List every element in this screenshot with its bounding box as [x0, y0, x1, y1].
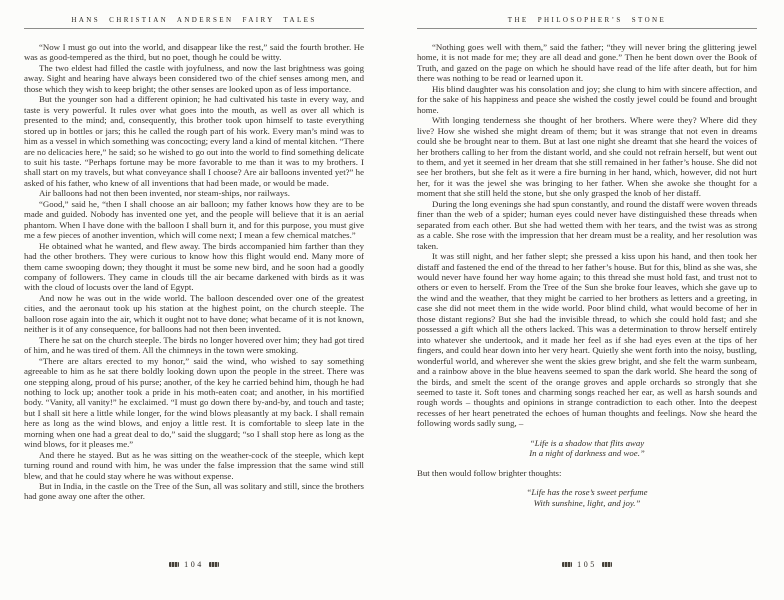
page-body-left — [24, 42, 364, 502]
paragraph: It was still night, and her father slept; she pressed a kiss upon his hand, and then took her distaff and fastened the end of the thread to her father’s house. But for this, blind as she was, she would never have found her way home again; to this thread she must hold fast, and trust not to others or even to herself. From the Tree of the Sun she broke four leaves, which she gave up to the wind and the weather, that they might be carried to her brothers as letters and a greeting, in case she did not meet them in the wide world. Poor blind child, what would become of her in those distant regions? But she had the invisible thread, to which she could hold fast; and she possessed a gift which all the others lacked. This was a determination to throw herself entirely into whatever she undertook, and it made her feel as if she had eyes even at the tips of her fingers, and could hear down into her very heart. Quietly she went forth into the noisy, bustling, wonderful world, and wherever she went the skies grew bright, and she felt the warm sunbeam, and a rainbow above in the blue heavens seemed to span the dark world. She heard the song of the birds, and smelt the scent of the orange groves and apple orchards so strongly that she seemed to taste it. Soft tones and charming songs reached her ear, as well as harsh sounds and rough words – thoughts and opinions in strange contradiction to each other. Into the deepest recesses of her heart penetrated the echoes of human thoughts and feelings. Now she heard the following words sadly sung, – — [417, 251, 757, 429]
verse-line: “Life has the rose’s sweet perfume — [526, 487, 648, 498]
paragraph: And now he was out in the wide world. The balloon descended over one of the greatest cities, and the aeronaut took up his station at the highest point, on the church steeple. The balloon rose again into the air, which it ought not to have done; what became of it is not known, neither is it of any consequence, for balloons had not then been invented. — [24, 292, 364, 335]
paragraph: “Good,” said he, “then I shall choose an air balloon; my father knows how they are to be made and guided. Nobody has invented one yet, and the people will believe that it is an aerial phantom. When I have done with the balloon I shall burn it, and for this purpose, you must give me a few pieces of another invention, which will come next; I mean a few chemical matches.” — [24, 198, 364, 241]
page-number: 104 — [184, 560, 204, 569]
paragraph-interlude: But then would follow brighter thoughts: — [417, 467, 562, 478]
verse-line: “Life is a shadow that flits away — [529, 437, 645, 448]
paragraph: “Nothing goes well with them,” said the father; “they will never bring the glittering jewel home, it is not made for me; they are all dead and gone.” Then he bent down over the Book of Truth, and gazed on the page on which he should have read of the life after death, but for him there was nothing to be read or learned upon it. — [417, 42, 757, 84]
paragraph: During the long evenings she had spun constantly, and round the distaff were woven threads finer than the web of a spider; human eyes could never have distinguished these threads when separated from each other. But she had wetted them with her tears, and the twist was as strong as a cable. She rose with the impression that her dream must be a reality, and her resolution was taken. — [417, 198, 757, 251]
paragraph: He obtained what he wanted, and flew away. The birds accompanied him farther than they had the other brothers. They were curious to know how this flight would end. Many more of them came swooping down; they thought it must be some new bird, and he soon had a goodly company of followers. They came in clouds till the air became darkened with birds as it was with the cloud of locusts over the land of Egypt. — [24, 240, 364, 293]
paragraph: And there he stayed. But as he was sitting on the weather-cock of the steeple, which kept turning round and round with him, he was under the false impression that the same wind still blew, and that he could stay where he was without expense. — [24, 449, 364, 481]
paragraph: With longing tenderness she thought of her brothers. Where were they? Where did they live? How she wished she might dream of them; but it was strange that not even in dreams could she be brought near to them. But at last one night she dreamt that she heard the voices of her brothers calling to her from the distant world, and she could not refrain herself, but went out to them, and yet it seemed in her dream that she still remained in her father’s house. She did not see her brothers, but she felt as it were a fire burning in her hand, which, however, did not hurt her, for it was the jewel she was bringing to her father. When she awoke she thought for a moment that she still held the stone, but she only grasped the knob of her distaff. — [417, 115, 757, 199]
fleuron-icon — [562, 562, 572, 567]
paragraph: But the younger son had a different opinion; he had cultivated his taste in every way, and taste is very powerful. It rules over what goes into the mouth, as well as over all which is presented to the mind; and, consequently, this brother took upon himself to taste everything stored up in bottles or jars; this he called the rough part of his work. Every man’s mind was to him as a vessel in which something was concocting; every land a kind of mental kitchen. “There are no delicacies here,” he said; so he wished to go out into the world to find something delicate to suit his taste. “Perhaps fortune may be more favorable to me than it was to my brothers. I shall start on my travels, but what conveyance shall I choose? Are air balloons invented yet?” he asked of his father, who knew of all inventions that had been made, or would be made. — [24, 94, 364, 188]
paragraph: “There are altars erected to my honor,” said the wind, who wished to say something agreeable to him as he sat there boldly looking down upon the people in the street. There was one stepping along, proud of his purse; another, of the key he carried behind him, though he had nothing to lock up; another took a pride in his moth-eaten coat; and another, in his mortified body. “Vanity, all vanity!” he exclaimed. “I must go down there by-and-by, and touch and taste; but I shall sit here a little while longer, for the wind blows pleasantly at my back. I shall remain here as long as the wind blows, and enjoy a little rest. It is comfortable to sleep late in the morning when one had a great deal to do,” said the sluggard; “so I shall stop here as long as the wind blows, for it pleases me.” — [24, 355, 364, 450]
folio-right — [417, 560, 757, 569]
paragraph: Air balloons had not then been invented, nor steam-ships, nor railways. — [39, 188, 290, 199]
folio-left — [24, 560, 364, 569]
paragraph: His blind daughter was his consolation and joy; she clung to him with sincere affection, and for the sake of his happiness and peace she wished the costly jewel could be found and brought home. — [417, 83, 757, 115]
running-header-right: THE PHILOSOPHER’S STONE — [417, 16, 757, 29]
paragraph: There he sat on the church steeple. The birds no longer hovered over him; they had got tired of him, and he was tired of them. All the chimneys in the town were smoking. — [24, 334, 364, 356]
fleuron-icon — [209, 562, 219, 567]
page-number: 105 — [577, 560, 597, 569]
page-body-right — [417, 42, 757, 508]
verse-bright-song — [417, 487, 757, 508]
page-right — [417, 0, 757, 600]
fleuron-icon — [602, 562, 612, 567]
fleuron-icon — [169, 562, 179, 567]
verse-line: With sunshine, light, and joy.” — [533, 497, 641, 508]
verse-sad-song — [417, 438, 757, 459]
page-left — [24, 0, 364, 600]
paragraph: But in India, in the castle on the Tree of the Sun, all was solitary and still, since the brothers had gone away one after the other. — [24, 481, 364, 502]
paragraph: The two eldest had filled the castle with joyfulness, and now the last brightness was going away. Sight and hearing have always been considered two of the chief senses among men, and those which they wish to keep bright; the other senses are looked upon as of less importance. — [24, 62, 364, 94]
running-header-left: HANS CHRISTIAN ANDERSEN FAIRY TALES — [24, 16, 364, 29]
paragraph: “Now I must go out into the world, and disappear like the rest,” said the fourth brother. He was as good-tempered as the third, but no poet, though he could be witty. — [24, 42, 364, 63]
verse-line: In a night of darkness and woe.” — [529, 448, 645, 459]
